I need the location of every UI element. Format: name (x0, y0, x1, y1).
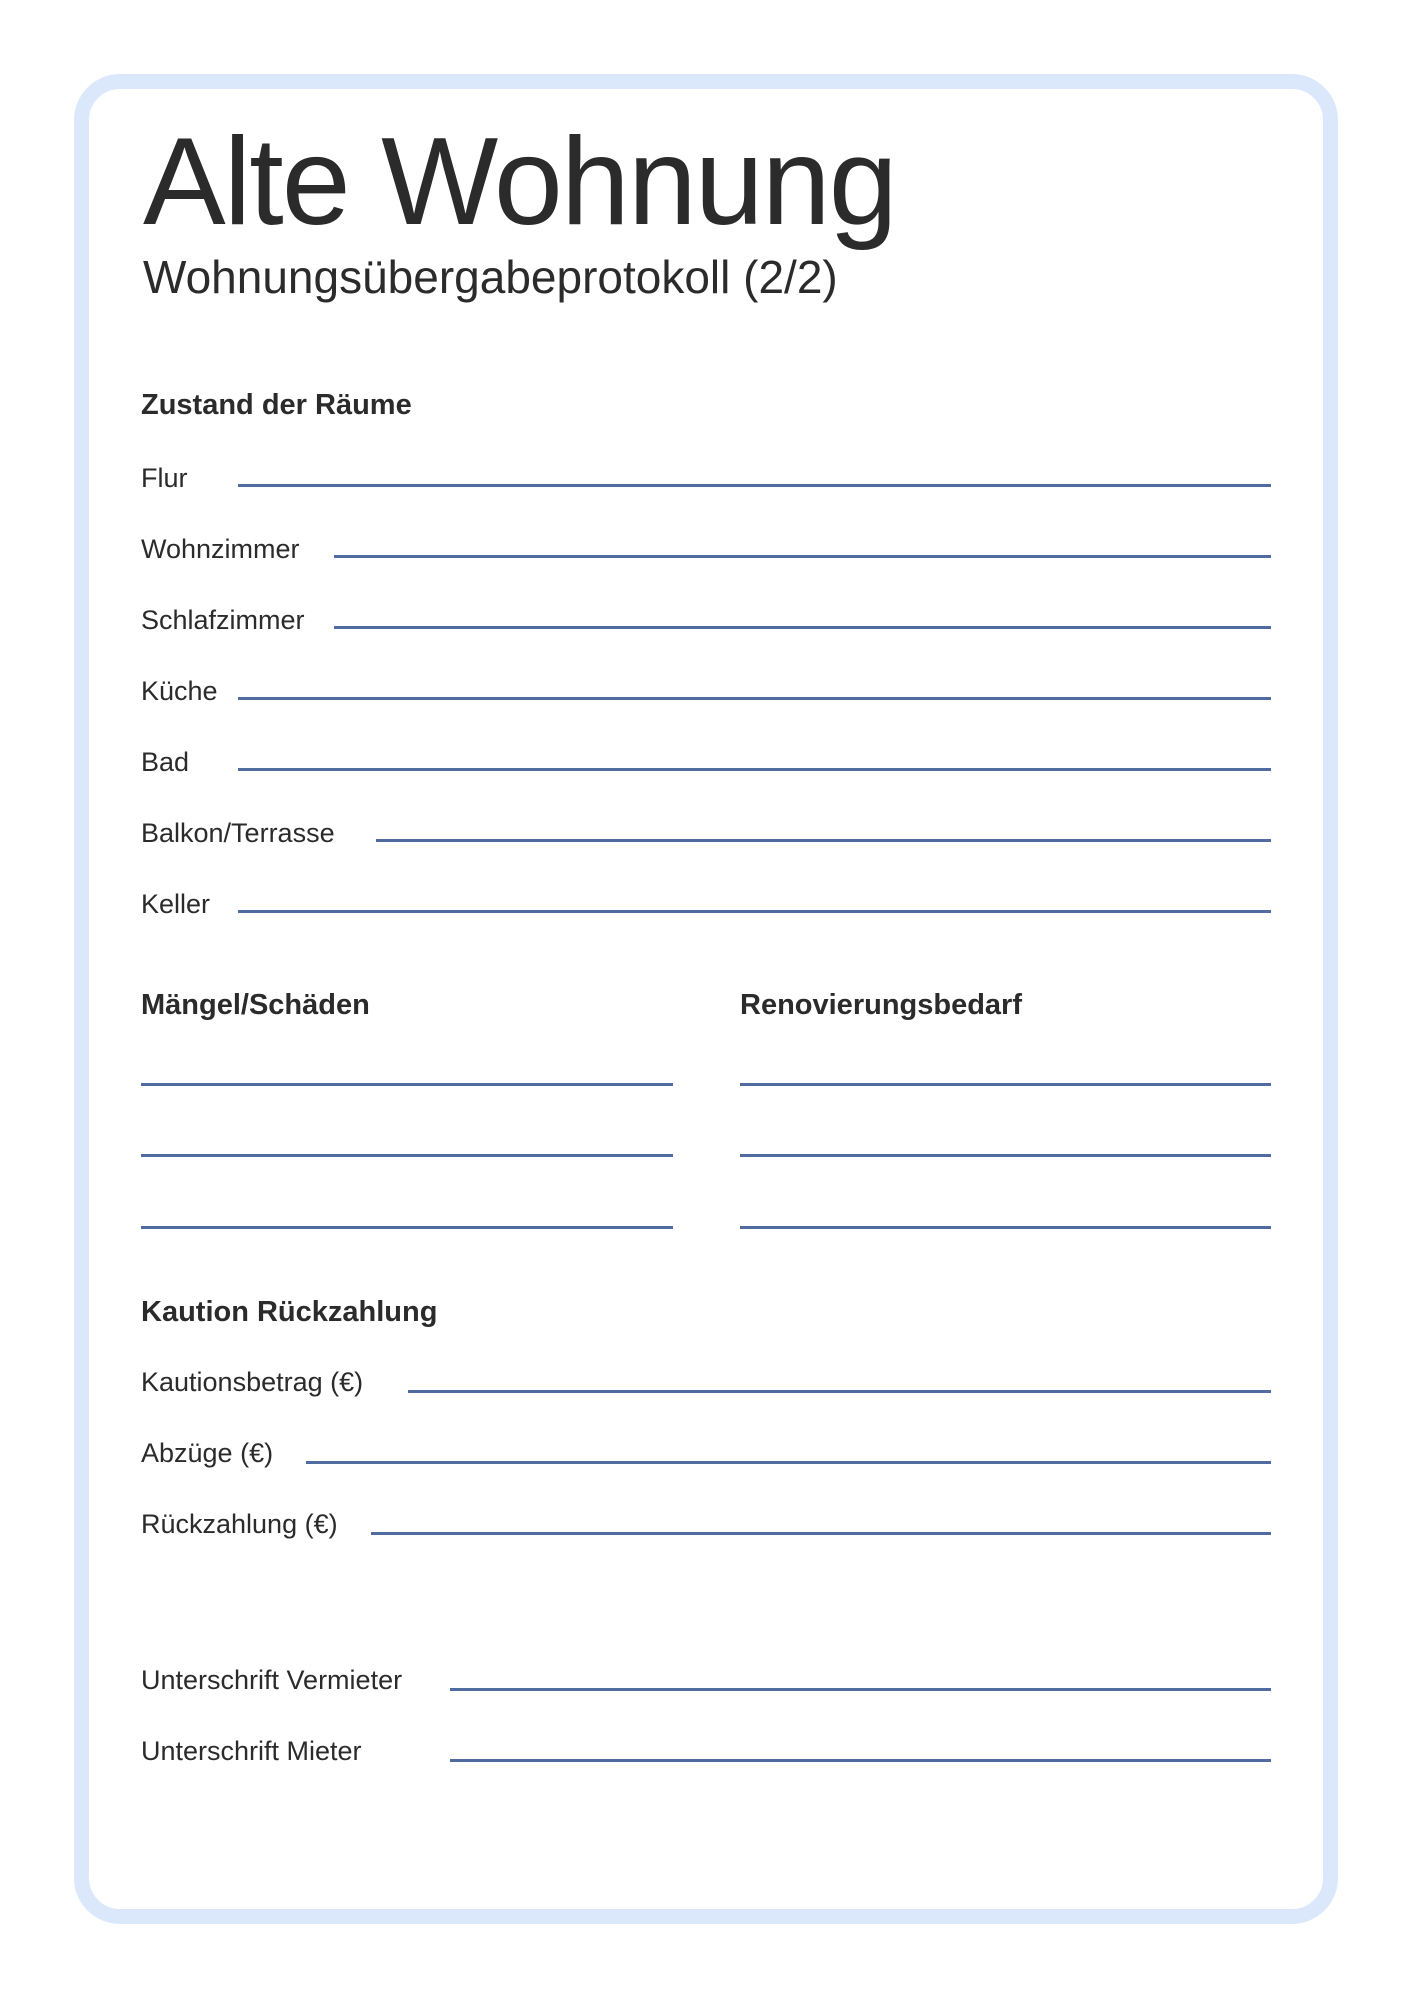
deposit-input-deductions[interactable] (306, 1461, 1271, 1464)
defects-input-3[interactable] (141, 1226, 673, 1229)
room-input-flur[interactable] (238, 484, 1271, 487)
renovation-input-3[interactable] (740, 1226, 1271, 1229)
room-input-schlafzimmer[interactable] (334, 626, 1271, 629)
defects-input-2[interactable] (141, 1154, 673, 1157)
room-input-keller[interactable] (238, 910, 1271, 913)
room-label-bad: Bad (141, 747, 190, 777)
renovation-heading: Renovierungsbedarf (740, 989, 1022, 1021)
deposit-label-deductions: Abzüge (€) (141, 1438, 274, 1468)
room-label-flur: Flur (141, 463, 188, 493)
defects-input-1[interactable] (141, 1083, 673, 1086)
page-title: Alte Wohnung (143, 113, 896, 251)
rooms-heading: Zustand der Räume (141, 389, 412, 421)
room-input-kueche[interactable] (238, 697, 1271, 700)
defects-heading: Mängel/Schäden (141, 989, 370, 1021)
deposit-input-amount[interactable] (408, 1390, 1271, 1393)
page-subtitle: Wohnungsübergabeprotokoll (2/2) (143, 251, 838, 303)
room-label-wohnzimmer: Wohnzimmer (141, 534, 300, 564)
renovation-input-2[interactable] (740, 1154, 1271, 1157)
signature-label-landlord: Unterschrift Vermieter (141, 1665, 403, 1695)
signature-label-tenant: Unterschrift Mieter (141, 1736, 362, 1766)
signature-input-landlord[interactable] (450, 1688, 1271, 1691)
room-label-schlafzimmer: Schlafzimmer (141, 605, 305, 635)
deposit-input-refund[interactable] (371, 1532, 1271, 1535)
room-input-wohnzimmer[interactable] (334, 555, 1271, 558)
room-input-balkon[interactable] (376, 839, 1271, 842)
signature-input-tenant[interactable] (450, 1759, 1271, 1762)
room-label-kueche: Küche (141, 676, 218, 706)
deposit-label-amount: Kautionsbetrag (€) (141, 1367, 364, 1397)
room-input-bad[interactable] (238, 768, 1271, 771)
room-label-keller: Keller (141, 889, 211, 919)
deposit-heading: Kaution Rückzahlung (141, 1296, 438, 1328)
room-label-balkon: Balkon/Terrasse (141, 818, 335, 848)
deposit-label-refund: Rückzahlung (€) (141, 1509, 338, 1539)
renovation-input-1[interactable] (740, 1083, 1271, 1086)
